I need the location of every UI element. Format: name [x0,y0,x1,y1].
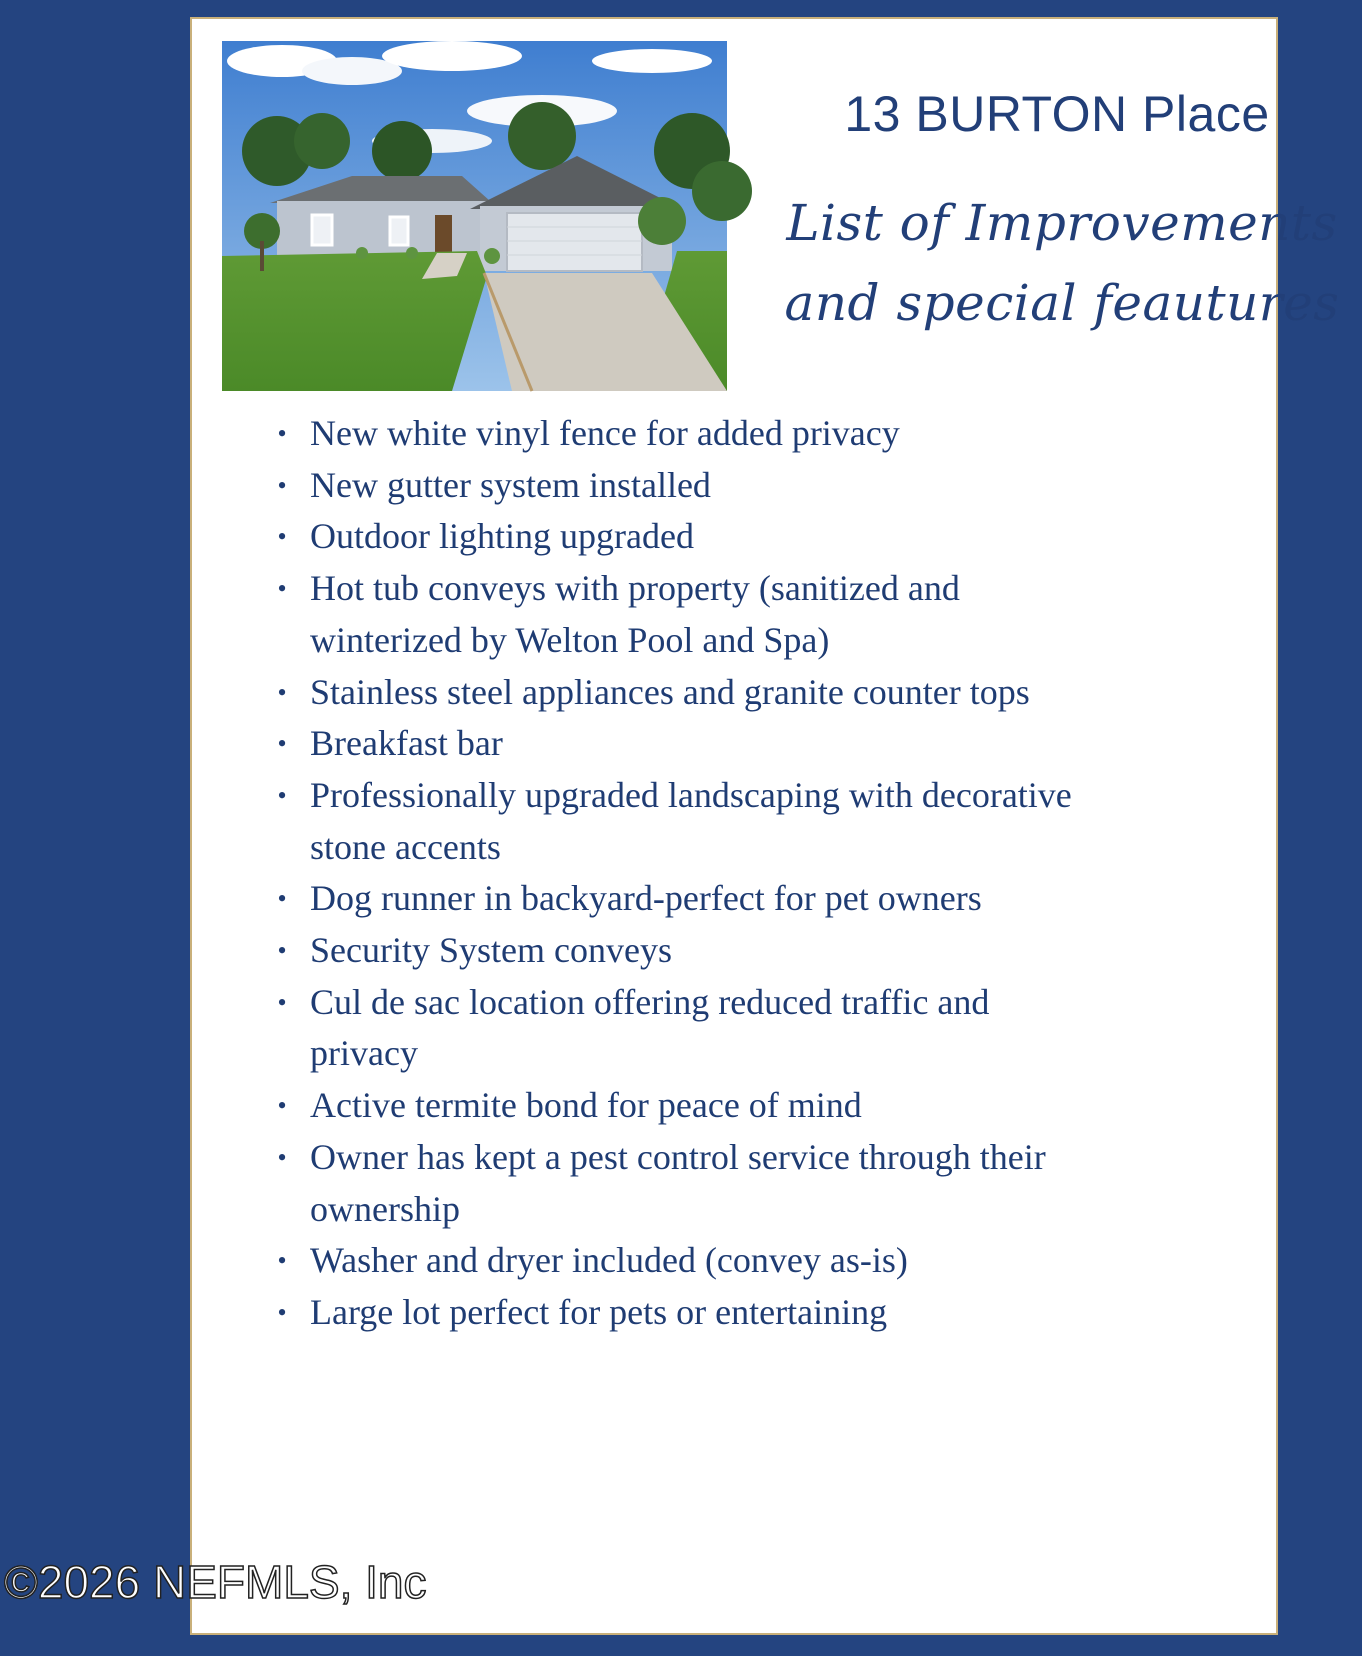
flyer-title-line-2: and special feautures [784,274,1340,332]
feature-item: • Cul de sac location offering reduced traffic and privacy [272,977,1102,1080]
feature-item: • Dog runner in backyard-perfect for pet owners [272,873,1102,925]
feature-item: • Outdoor lighting upgraded [272,511,1102,563]
feature-item: • Owner has kept a pest control service through their ownership [272,1132,1102,1235]
bullet-icon: • [277,1246,287,1276]
bullet-icon: • [277,884,287,914]
feature-item: • Stainless steel appliances and granite counter tops [272,667,1102,719]
bullet-icon: • [277,522,287,552]
bullet-icon: • [277,936,287,966]
bullet-icon: • [277,1142,287,1172]
feature-item: • Professionally upgraded landscaping with decorative stone accents [272,770,1102,873]
property-address: 13 BURTON Place [844,86,1270,142]
bullet-icon: • [277,677,287,707]
house-photo [222,41,727,391]
bullet-icon: • [277,574,287,604]
feature-item: • New gutter system installed [272,460,1102,512]
bullet-icon: • [277,419,287,448]
feature-list [272,408,1102,1339]
bullet-icon: • [277,987,287,1017]
bullet-icon: • [277,1091,287,1121]
feature-item: • Active termite bond for peace of mind [272,1080,1102,1132]
copyright-watermark: ©2026 NEFMLS, Inc [4,1556,427,1608]
feature-item: • Large lot perfect for pets or entertaining [272,1287,1102,1339]
bullet-icon: • [277,729,287,759]
feature-item: • Washer and dryer included (convey as-is) [272,1235,1102,1287]
feature-item: • New white vinyl fence for added privacy [272,408,1102,460]
bullet-icon: • [277,1297,287,1327]
flyer-title-line-1: List of Improvements [786,194,1338,252]
feature-item: • Breakfast bar [272,718,1102,770]
feature-item: • Hot tub conveys with property (sanitized and winterized by Welton Pool and Spa) [272,563,1102,666]
feature-item: • Security System conveys [272,925,1102,977]
bullet-icon: • [277,780,287,810]
bullet-icon: • [277,470,287,500]
